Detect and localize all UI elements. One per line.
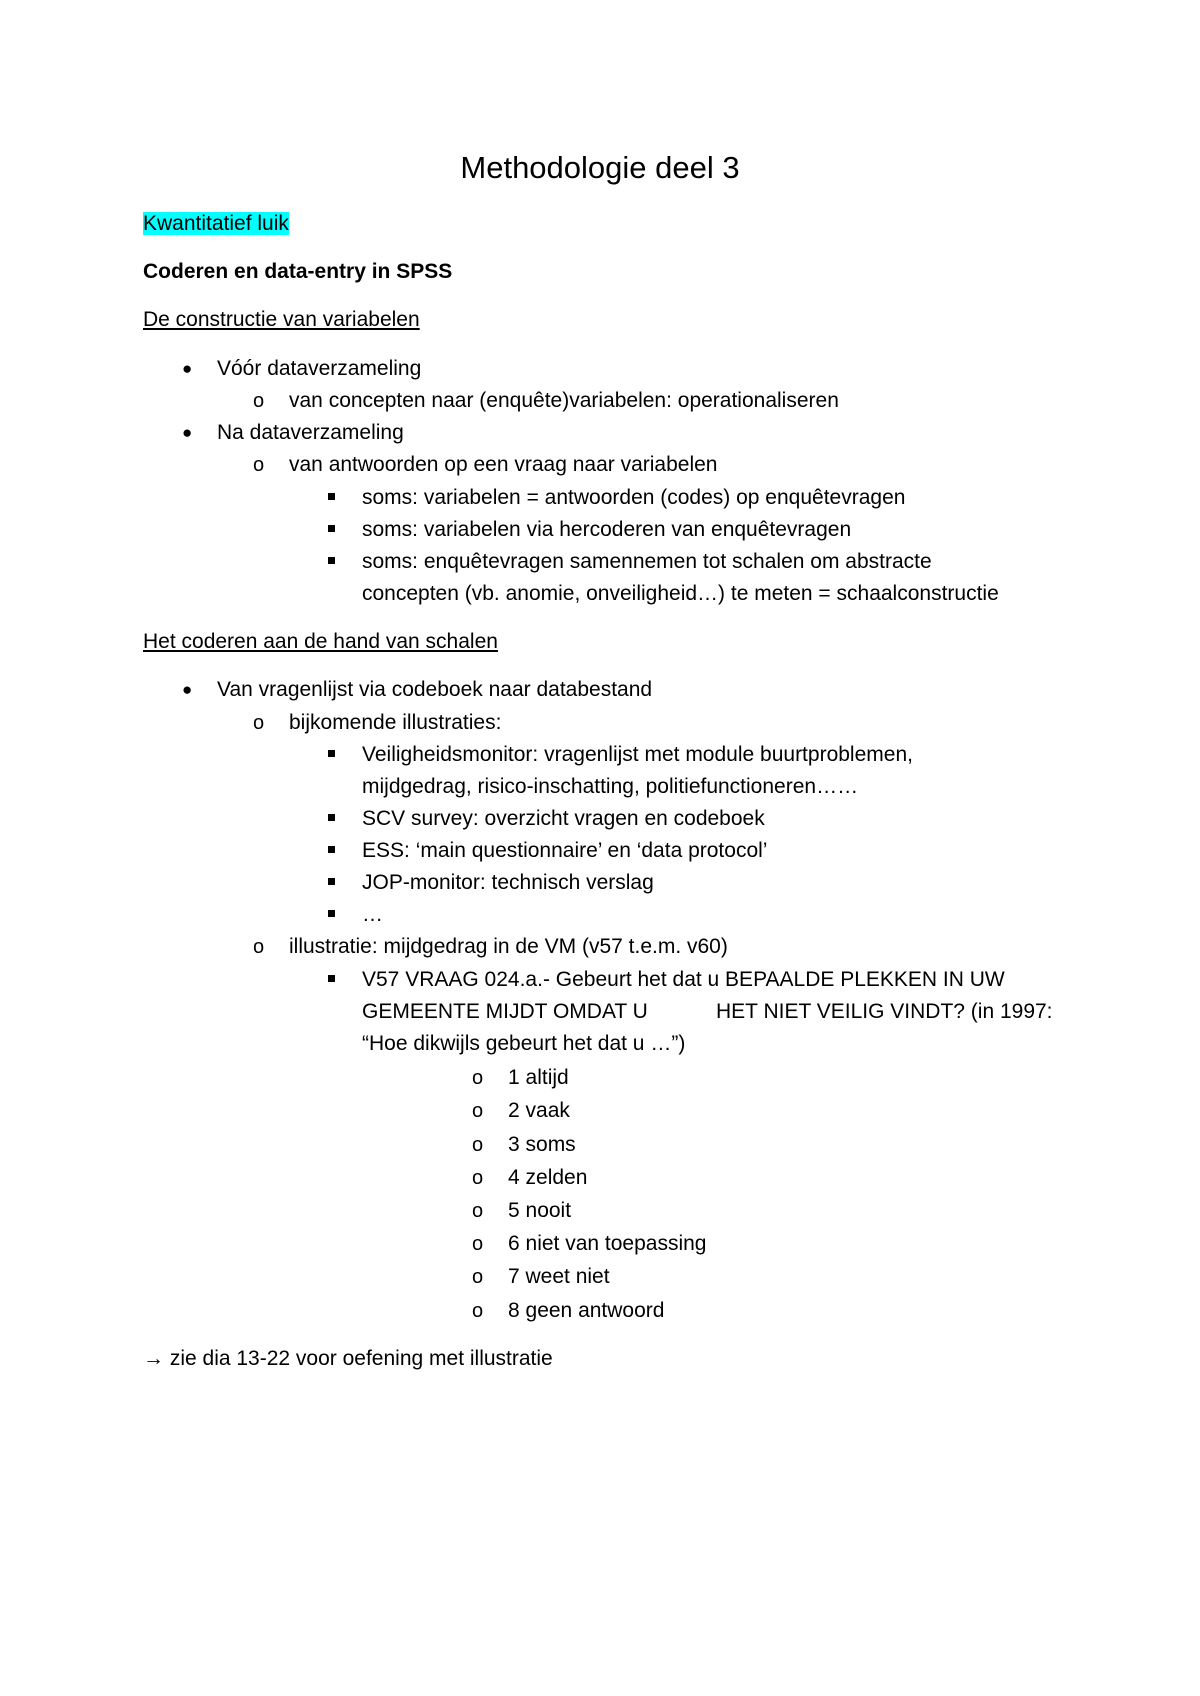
answer-code: 4 zelden [508, 1166, 588, 1189]
footer-note-line [143, 1347, 553, 1371]
square-bullet [328, 525, 335, 532]
circle-bullet: o [253, 390, 265, 412]
footer-note: zie dia 13-22 voor oefening met illustratie [169, 1347, 553, 1370]
list-item: SCV survey: overzicht vragen en codeboek [362, 807, 765, 830]
list-item: V57 VRAAG 024.a.- Gebeurt het dat u BEPAALDE PLEKKEN IN UW [362, 968, 1005, 991]
circle-bullet: o [253, 712, 265, 734]
answer-code: 8 geen antwoord [508, 1299, 665, 1322]
square-bullet [328, 878, 335, 885]
circle-bullet: o [472, 1200, 484, 1222]
list-item: bijkomende illustraties: [289, 711, 502, 734]
square-bullet [328, 846, 335, 853]
section2-heading: Het coderen aan de hand van schalen [143, 630, 498, 653]
answer-code: 5 nooit [508, 1199, 572, 1222]
circle-bullet: o [472, 1167, 484, 1189]
circle-bullet: o [472, 1067, 484, 1089]
square-bullet [328, 975, 335, 982]
circle-bullet: o [253, 454, 265, 476]
list-item-continuation: HET NIET VEILIG VINDT? (in 1997: [716, 1000, 1053, 1023]
list-item: ESS: ‘main questionnaire’ en ‘data protocol’ [362, 839, 768, 862]
list-item: … [362, 903, 383, 926]
list-item-continuation: “Hoe dikwijls gebeurt het dat u …”) [362, 1032, 686, 1055]
list-item: Van vragenlijst via codeboek naar databestand [217, 678, 653, 701]
answer-code: 2 vaak [508, 1099, 570, 1122]
list-item: Na dataverzameling [217, 421, 404, 444]
disc-bullet: ● [182, 359, 193, 378]
highlighted-heading: Kwantitatief luik [143, 212, 289, 235]
square-bullet [328, 910, 335, 917]
circle-bullet: o [472, 1233, 484, 1255]
circle-bullet: o [472, 1134, 484, 1156]
square-bullet [328, 557, 335, 564]
square-bullet [328, 493, 335, 500]
list-item: Veiligheidsmonitor: vragenlijst met module buurtproblemen, [362, 743, 913, 766]
list-item: van concepten naar (enquête)variabelen: operationaliseren [289, 389, 839, 412]
arrow-right-icon: → [143, 1347, 164, 1370]
list-item: Vóór dataverzameling [217, 357, 422, 380]
answer-code: 6 niet van toepassing [508, 1232, 707, 1255]
list-item: soms: variabelen via hercoderen van enquêtevragen [362, 518, 852, 541]
list-item-continuation: concepten (vb. anomie, onveiligheid…) te meten = schaalconstructie [362, 582, 999, 605]
answer-code: 1 altijd [508, 1066, 569, 1089]
page-title: Methodologie deel 3 [460, 150, 740, 185]
square-bullet [328, 814, 335, 821]
circle-bullet: o [472, 1266, 484, 1288]
bold-heading: Coderen en data-entry in SPSS [143, 260, 453, 283]
answer-code: 3 soms [508, 1133, 576, 1156]
circle-bullet: o [472, 1300, 484, 1322]
list-item-continuation: GEMEENTE MIJDT OMDAT U [362, 1000, 648, 1023]
disc-bullet: ● [182, 680, 193, 699]
disc-bullet: ● [182, 423, 193, 442]
list-item: soms: variabelen = antwoorden (codes) op enquêtevragen [362, 486, 906, 509]
square-bullet [328, 750, 335, 757]
answer-code: 7 weet niet [508, 1265, 610, 1288]
list-item: JOP-monitor: technisch verslag [362, 871, 654, 894]
list-item: soms: enquêtevragen samennemen tot schalen om abstracte [362, 550, 932, 573]
list-item-continuation: mijdgedrag, risico-inschatting, politiefunctioneren…… [362, 775, 859, 798]
circle-bullet: o [253, 936, 265, 958]
section1-heading: De constructie van variabelen [143, 308, 420, 331]
section-label-highlighted [143, 212, 289, 236]
circle-bullet: o [472, 1100, 484, 1122]
list-item: van antwoorden op een vraag naar variabelen [289, 453, 718, 476]
list-item: illustratie: mijdgedrag in de VM (v57 t.e.m. v60) [289, 935, 728, 958]
